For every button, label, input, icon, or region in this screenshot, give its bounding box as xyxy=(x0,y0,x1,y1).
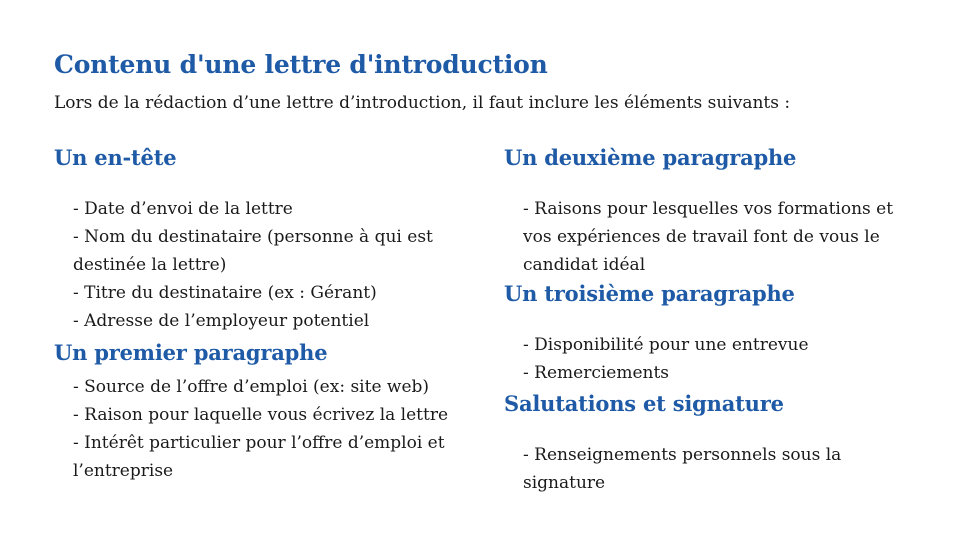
section-heading: Salutations et signature xyxy=(504,391,784,416)
list-item: - Remerciements xyxy=(523,363,670,383)
item-list xyxy=(504,195,904,279)
list-item: - Source de l’offre d’emploi (ex: site web) xyxy=(73,377,430,397)
section-heading: Un deuxième paragraphe xyxy=(504,145,797,170)
list-item: - Raisons pour lesquelles vos formations et vos expériences de travail font de vous le candidat idéal xyxy=(523,199,894,275)
section-heading: Un en-tête xyxy=(54,145,177,170)
section-salutations-signature xyxy=(504,391,904,497)
list-item: - Titre du destinataire (ex : Gérant) xyxy=(73,283,377,303)
section-heading: Un premier paragraphe xyxy=(54,340,328,365)
section-deuxieme-paragraphe xyxy=(504,145,904,279)
item-list xyxy=(504,331,904,387)
list-item: - Renseignements personnels sous la signature xyxy=(523,445,842,493)
item-list xyxy=(54,195,454,335)
item-list xyxy=(504,441,904,497)
list-item: - Nom du destinataire (personne à qui est destinée la lettre) xyxy=(73,227,433,275)
list-item: - Adresse de l’employeur potentiel xyxy=(73,311,370,331)
list-item: - Intérêt particulier pour l’offre d’emploi et l’entreprise xyxy=(73,433,445,481)
intro-text: Lors de la rédaction d’une lettre d’introduction, il faut inclure les éléments suivants : xyxy=(54,93,791,113)
page-title: Contenu d'une lettre d'introduction xyxy=(54,50,548,79)
list-item: - Date d’envoi de la lettre xyxy=(73,199,293,219)
section-heading: Un troisième paragraphe xyxy=(504,281,795,306)
item-list xyxy=(54,373,454,485)
list-item: - Raison pour laquelle vous écrivez la lettre xyxy=(73,405,449,425)
section-entete xyxy=(54,145,454,335)
section-troisieme-paragraphe xyxy=(504,281,904,387)
list-item: - Disponibilité pour une entrevue xyxy=(523,335,809,355)
section-premier-paragraphe xyxy=(54,340,454,485)
